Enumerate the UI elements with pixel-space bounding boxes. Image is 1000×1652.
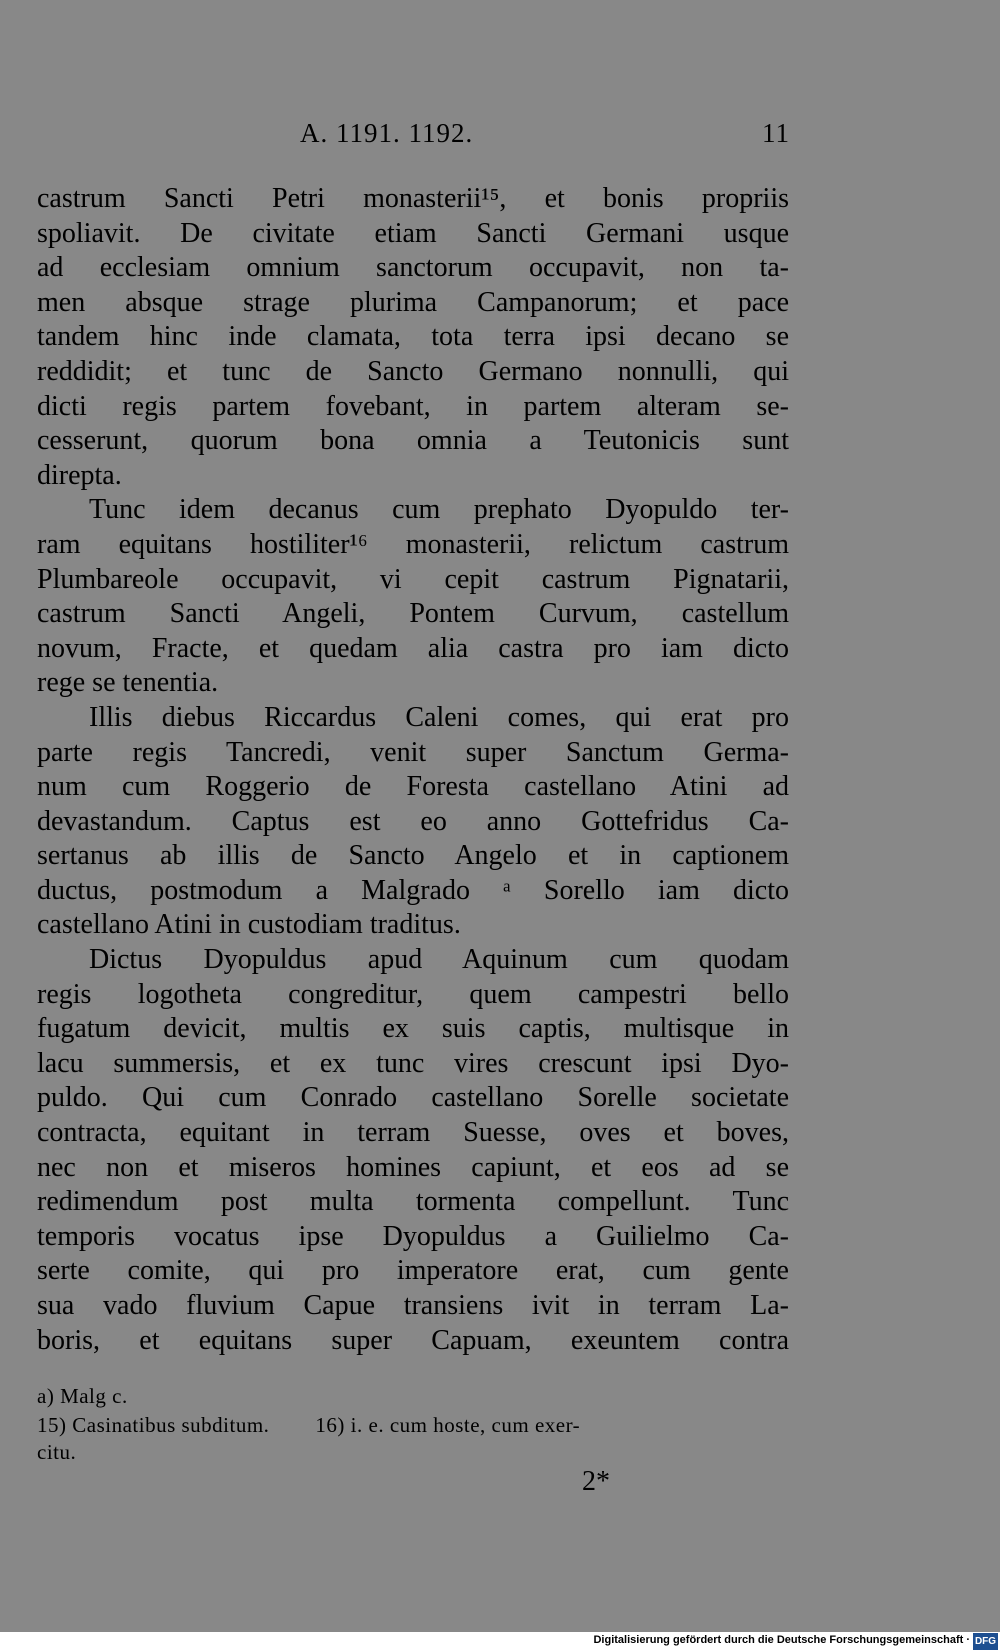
text-line: temporis vocatus ipse Dyopuldus a Guilielmo Ca- xyxy=(37,1220,789,1252)
footnotes xyxy=(37,1380,789,1466)
text-line: puldo. Qui cum Conrado castellano Sorelle societate xyxy=(37,1082,789,1114)
text-line: fugatum devicit, multis ex suis captis, multisque in xyxy=(37,1013,789,1045)
dfg-logo[interactable]: DFG xyxy=(973,1633,998,1650)
footnote-16-continuation: citu. xyxy=(37,1440,77,1464)
page-number: 11 xyxy=(762,118,790,148)
footnote-16: 16) i. e. cum hoste, cum exer- xyxy=(315,1413,581,1437)
text-line: sertanus ab illis de Sancto Angelo et in captionem xyxy=(37,840,789,872)
text-line: ram equitans hostiliter¹⁶ monasterii, relictum castrum xyxy=(37,528,789,560)
text-line: castrum Sancti Petri monasterii¹⁵, et bonis propriis xyxy=(37,183,789,214)
text-line: reddidit; et tunc de Sancto Germano nonnulli, qui xyxy=(37,355,789,387)
text-line: redimendum post multa tormenta compellunt. Tunc xyxy=(37,1186,789,1218)
text-line: men absque strage plurima Campanorum; et pace xyxy=(37,286,789,318)
text-line: Plumbareole occupavit, vi cepit castrum Pignatarii, xyxy=(37,563,789,595)
text-line: contracta, equitant in terram Suesse, oves et boves, xyxy=(37,1117,789,1149)
text-line: parte regis Tancredi, venit super Sanctum Germa- xyxy=(37,736,789,768)
text-line: castrum Sancti Angeli, Pontem Curvum, castellum xyxy=(37,598,789,630)
text-line: serte comite, qui pro imperatore erat, cum gente xyxy=(37,1255,789,1287)
text-line: ad ecclesiam omnium sanctorum occupavit, non ta- xyxy=(37,252,789,284)
running-head xyxy=(300,118,790,158)
text-line: ductus, postmodum a Malgrado ᵃ Sorello iam dicto xyxy=(37,874,789,906)
text-line: cesserunt, quorum bona omnia a Teutonicis sunt xyxy=(37,425,789,457)
text-line: Tunc idem decanus cum prephato Dyopuldo ter- xyxy=(89,494,789,526)
printer-signature: 2* xyxy=(582,1466,610,1497)
text-line: dicti regis partem fovebant, in partem alteram se- xyxy=(37,390,789,422)
text-line: num cum Roggerio de Foresta castellano Atini ad xyxy=(37,771,789,803)
running-head-title: A. 1191. 1192. xyxy=(300,118,474,148)
footnote-15-16-line xyxy=(37,1412,789,1439)
footnote-15: 15) Casinatibus subditum. xyxy=(37,1413,270,1437)
text-line: regis logotheta congreditur, quem campestri bello xyxy=(37,978,789,1010)
text-line: tandem hinc inde clamata, tota terra ipsi decano se xyxy=(37,321,789,353)
text-line: spoliavit. De civitate etiam Sancti Germani usque xyxy=(37,217,789,249)
text-line: devastandum. Captus est eo anno Gottefridus Ca- xyxy=(37,805,789,837)
text-line: boris, et equitans super Capuam, exeuntem contra xyxy=(37,1324,789,1356)
digitization-footer xyxy=(0,1632,1000,1652)
main-text xyxy=(37,182,789,1358)
text-line: Dictus Dyopuldus apud Aquinum cum quodam xyxy=(89,944,789,976)
text-line: Illis diebus Riccardus Caleni comes, qui erat pro xyxy=(89,701,789,733)
text-line: sua vado fluvium Capue transiens ivit in terram La- xyxy=(37,1290,789,1321)
footer-credit: Digitalisierung gefördert durch die Deutsche Forschungsgemeinschaft · xyxy=(593,1634,970,1646)
text-line: rege se tenentia. xyxy=(37,667,219,699)
text-line: novum, Fracte, et quedam alia castra pro iam dicto xyxy=(37,632,789,664)
footnote-a: a) Malg c. xyxy=(37,1384,128,1408)
text-line: nec non et miseros homines capiunt, et eos ad se xyxy=(37,1151,789,1183)
text-line: lacu summersis, et ex tunc vires crescunt ipsi Dyo- xyxy=(37,1047,789,1079)
text-line: castellano Atini in custodiam traditus. xyxy=(37,909,461,941)
text-line: direpta. xyxy=(37,459,122,491)
